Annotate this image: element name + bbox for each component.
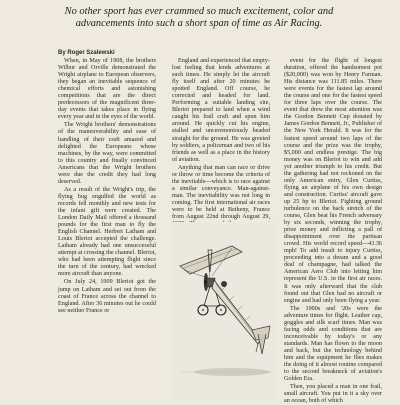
paragraph: Then, you placed a man in one frail, small aircraft. You put in it a sky over an ocean, both of which <box>284 384 382 405</box>
paragraph: event for the flight of longest duration, offered the handsomest pot ($20,000) was won by Henry Farman. His distance was 111.85 miles. There were events for the fastest lap around the course and one for the fastest speed for three laps over the course. The event that drew the most attention was the Gordon Bennett Cup donated by James Gordon Bennett, Jr., Publisher of the New York Herald. It was for the fastest speed around two laps of the course and the prize was the trophy, $5,000 and endless prestige. The big money was on Bleriot to win and add yet another triumph to his credit. But the gathering had not reckoned on the only American entry, Glen Curtiss, flying an airplane of his own design and construction. Curtiss' aircraft gave up 25 hp to Bleriot. Fighting ground turbulence on the back stretch of the course, Glen beat his French adversary by six seconds, winning the trophy, prize money and inflicting a pall of disappointment over the partisan crowd. His world record speed—43.36 mph! To add insult to injury Curtiss, proceeding into a dream and a good deal of champagne, had talked the American Aero Club into letting him represent the U.S. in the first air races. It was only afterward that the club found out that Glen had no aircraft or engine and had only been flying a year. <box>284 58 382 304</box>
text-column-3 <box>284 58 382 405</box>
article-subhead: No other sport has ever crammed so much excitement, color and advancements into such a short span of time as Air Racing. <box>64 6 334 29</box>
paragraph: The Wright brothers' demonstrations of the maneuverability and ease of handling of their craft amazed and delighted the Europeans whose machines, by the way, were committed to this country and finally convinced Americans that the Wright brothers were due the credit they had long deserved. <box>58 122 156 185</box>
paragraph: The 1900s and '20s were the adventure times for flight. Leather cap, goggles and silk scarf times. Man was facing odds and conditions that are inconceivable by today's or any standards. Man has flown to the moon and back, but the technology behind him and the equipment he flies makes the doing of it almost routine compared to the second breakneck of aviation's Golden Era. <box>284 305 382 383</box>
title-fragment <box>8 0 400 4</box>
paragraph: As a result of the Wright's trip, the flying bug engulfed the world as records fell monthly and new tests for the infant gift were created. The London Daily Mail offered a thousand pounds for the first man to fly the English Channel. Herbert Latham and Louis Bleriot accepted the challenge. Latham already had one unsuccessful attempt at crossing the channel. Bleriot, who had been attempting flight since the turn of the century, had wrecked more aircraft than anyone. <box>58 186 156 278</box>
paragraph: When, in May of 1908, the brothers Wilbur and Orville demonstrated the Wright airplane to European observers, they began an inevitable sequence of chemical efforts and astonishing competitions that are the direct predecessors of the magnificent three-day events that takes place in flying every year and in the eyes of the world. <box>58 58 156 121</box>
monoplane-illustration <box>172 222 276 400</box>
text-column-1 <box>58 58 156 400</box>
paragraph: England and experienced that empty-lost feeling that lends adventures at such times. He simply let the aircraft fly itself and after 20 minutes he spotted England. Off course, he corrected and headed for land. Performing a suitable landing site, Bleriot prepared to land when a wind caught his frail craft and spun him around. He quickly cut his engine, stalled and unceremoniously headed straight for the ground. He was greeted by soldiers, a policeman and two of his friends as well as a place in the history of aviation. <box>172 58 270 163</box>
article-byline: By Roger Szalewski <box>58 50 115 56</box>
paragraph: Anything that man can race or drive or throw or time become the criteria of the inevitable—which is to race against a similar conveyance. Man-against-man. The inevitability was not long in coming. The first international air races were to be held at Betheny, France from August 22nd through August 29, <box>172 164 270 221</box>
text-column-2 <box>172 58 270 221</box>
paragraph: On July 24, 1909 Bleriot got the jump on Latham and set out from the coast of France across the channel to England. After 36 minutes out he could see neither France or <box>58 279 156 314</box>
bleriot-monoplane-photo <box>172 222 276 400</box>
